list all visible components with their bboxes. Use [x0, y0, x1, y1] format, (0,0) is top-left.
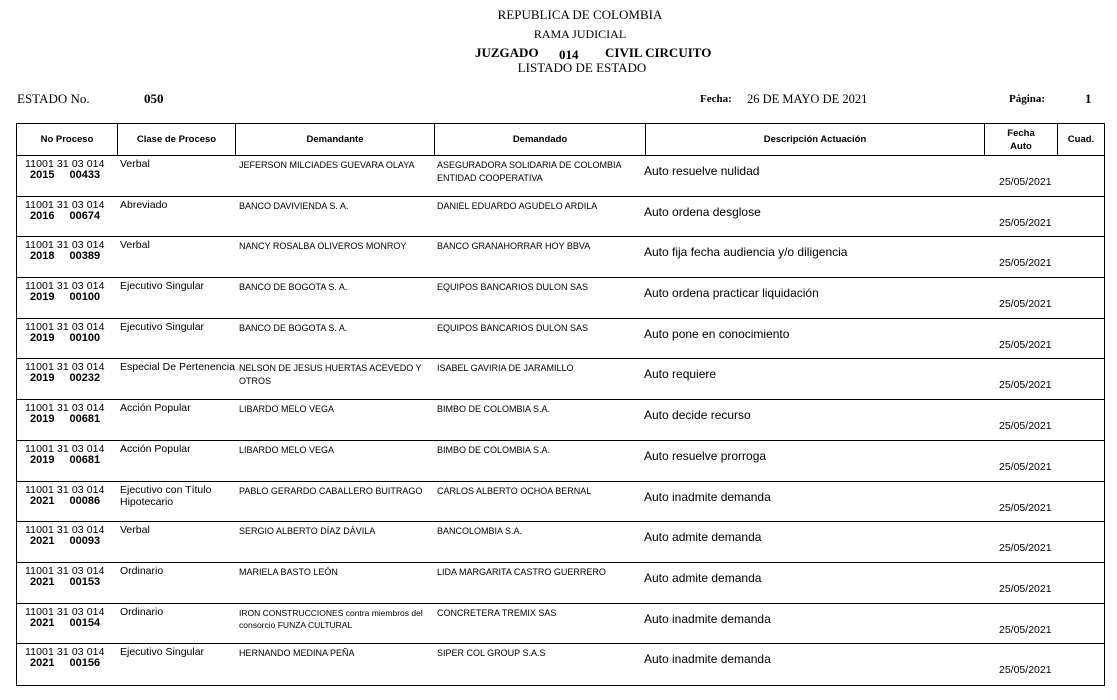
descripcion-actuacion: Auto ordena practicar liquidación — [644, 286, 819, 301]
clase-proceso: Ordinario — [120, 605, 164, 618]
descripcion-actuacion: Auto ordena desglose — [644, 204, 761, 219]
radicado-code: 11001 31 03 014 — [25, 320, 105, 333]
table-row — [17, 482, 1104, 523]
fecha-auto: 25/05/2021 — [999, 623, 1052, 636]
fecha-auto: 25/05/2021 — [999, 257, 1052, 270]
radicado-case: 00681 — [69, 453, 101, 466]
demandado: BIMBO DE COLOMBIA S.A. — [437, 444, 551, 455]
demandado: CARLOS ALBERTO OCHOA BERNAL — [437, 485, 592, 496]
demandado: SIPER COL GROUP S.A.S — [437, 648, 546, 659]
col-header-fecha-line1: Fecha — [1007, 127, 1035, 139]
demandante: HERNANDO MEDINA PEÑA — [239, 648, 355, 659]
clase-proceso: Acción Popular — [120, 402, 191, 415]
pagina-label: Página: — [1009, 93, 1046, 105]
clase-proceso: Ejecutivo Singular — [120, 646, 205, 659]
descripcion-actuacion: Auto inadmite demanda — [644, 611, 771, 626]
radicado-year: 2019 — [30, 331, 55, 344]
fecha-label: Fecha: — [700, 93, 732, 105]
pagina-number: 1 — [1085, 91, 1092, 106]
radicado-year: 2021 — [30, 494, 55, 507]
clase-proceso: Ejecutivo Singular — [120, 280, 205, 293]
radicado-case: 00433 — [69, 169, 101, 181]
table-row — [17, 197, 1104, 238]
radicado-code: 11001 31 03 014 — [25, 158, 105, 170]
fecha-auto: 25/05/2021 — [999, 460, 1052, 473]
demandado: ISABEL GAVIRIA DE JARAMILLO — [437, 363, 574, 374]
descripcion-actuacion: Auto admite demanda — [644, 530, 762, 545]
radicado-case: 00086 — [69, 494, 101, 507]
demandado: CONCRETERA TREMIX SAS — [437, 607, 557, 618]
radicado-year-case — [30, 372, 100, 384]
radicado-year: 2015 — [30, 169, 55, 181]
clase-proceso: Especial De Pertenencia — [120, 361, 235, 374]
clase-proceso: Ejecutivo Singular — [120, 320, 205, 333]
demandado: EQUIPOS BANCARIOS DULON SAS — [437, 322, 589, 333]
radicado-case: 00100 — [69, 331, 101, 344]
demandante: BANCO DAVIVIENDA S. A. — [239, 200, 349, 211]
descripcion-actuacion: Auto fija fecha audiencia y/o diligencia — [644, 245, 848, 260]
radicado-year: 2018 — [30, 250, 55, 263]
clase-proceso: Acción Popular — [120, 442, 191, 455]
fecha-auto: 25/05/2021 — [999, 338, 1052, 351]
clase-proceso: Ejecutivo con Título Hipotecario — [120, 483, 212, 508]
radicado-year: 2021 — [30, 657, 55, 670]
descripcion-actuacion: Auto pone en conocimiento — [644, 326, 790, 341]
radicado-code: 11001 31 03 014 — [25, 564, 105, 577]
radicado-year: 2019 — [30, 413, 55, 426]
radicado-year: 2019 — [30, 453, 55, 466]
demandante: LIBARDO MELO VEGA — [239, 404, 335, 415]
table-row — [17, 400, 1104, 441]
radicado-year: 2021 — [30, 616, 55, 629]
radicado-year: 2021 — [30, 535, 55, 548]
radicado-code: 11001 31 03 014 — [25, 198, 105, 211]
demandante: BANCO DE BOGOTA S. A. — [239, 322, 348, 333]
fecha-auto: 25/05/2021 — [999, 379, 1052, 392]
radicado-case: 00389 — [69, 250, 101, 263]
radicado-year-case — [30, 657, 100, 669]
demandado: ASEGURADORA SOLIDARIA DE COLOMBIA ENTIDAD COOPERATIVA — [437, 160, 622, 183]
radicado-code: 11001 31 03 014 — [25, 239, 105, 252]
col-header-demandante: Demandante — [235, 124, 434, 155]
estado-label: ESTADO No. — [17, 91, 90, 106]
demandado: BIMBO DE COLOMBIA S.A. — [437, 404, 551, 415]
radicado-case: 00093 — [69, 535, 101, 548]
fecha-auto: 25/05/2021 — [999, 582, 1052, 595]
table-row — [17, 604, 1104, 645]
radicado-year-case — [30, 454, 100, 466]
radicado-case: 00232 — [69, 372, 101, 385]
fecha-value: 26 DE MAYO DE 2021 — [747, 92, 868, 106]
col-header-cuad: Cuad. — [1057, 124, 1104, 155]
col-header-no-proceso: No Proceso — [40, 134, 94, 145]
demandante: JEFERSON MILCIADES GUEVARA OLAYA — [239, 160, 415, 170]
radicado-case: 00156 — [69, 657, 101, 670]
fecha-auto: 25/05/2021 — [999, 420, 1052, 433]
radicado-code: 11001 31 03 014 — [25, 483, 105, 496]
fecha-auto: 25/05/2021 — [999, 664, 1052, 677]
radicado-year-case — [30, 495, 100, 507]
demandado: LIDA MARGARITA CASTRO GUERRERO — [437, 566, 606, 577]
radicado-code: 11001 31 03 014 — [25, 442, 105, 455]
table-row — [17, 278, 1104, 319]
estado-table — [16, 123, 1105, 686]
estado-number: 050 — [144, 91, 164, 106]
demandante: IRON CONSTRUCCIONES contra miembros del consorcio FUNZA CULTURAL — [239, 607, 423, 631]
demandado: EQUIPOS BANCARIOS DULON SAS — [437, 282, 589, 293]
descripcion-actuacion: Auto decide recurso — [644, 408, 751, 423]
descripcion-actuacion: Auto admite demanda — [644, 570, 762, 585]
table-row — [17, 522, 1104, 563]
demandado: BANCO GRANAHORRAR HOY BBVA — [437, 241, 591, 252]
table-row — [17, 319, 1104, 360]
descripcion-actuacion: Auto inadmite demanda — [644, 652, 771, 667]
radicado-year-case — [30, 250, 100, 262]
radicado-code: 11001 31 03 014 — [25, 361, 105, 374]
fecha-auto: 25/05/2021 — [999, 176, 1052, 188]
col-header-demandado: Demandado — [434, 124, 645, 155]
radicado-case: 00153 — [69, 575, 101, 588]
header-republica: REPUBLICA DE COLOMBIA — [497, 7, 663, 22]
radicado-year-case — [30, 169, 100, 181]
table-row — [17, 563, 1104, 604]
clase-proceso: Verbal — [120, 158, 150, 170]
radicado-year-case — [30, 291, 100, 303]
radicado-code: 11001 31 03 014 — [25, 524, 105, 537]
table-row — [17, 237, 1104, 278]
radicado-year-case — [30, 535, 100, 547]
fecha-auto: 25/05/2021 — [999, 298, 1052, 311]
table-row — [17, 359, 1104, 400]
radicado-case: 00100 — [69, 291, 101, 304]
clase-proceso: Verbal — [120, 239, 150, 252]
radicado-code: 11001 31 03 014 — [25, 646, 105, 659]
header-listado-title: LISTADO DE ESTADO — [517, 60, 647, 75]
radicado-year: 2016 — [30, 209, 55, 222]
radicado-code: 11001 31 03 014 — [25, 605, 105, 618]
table-header — [17, 124, 1104, 156]
demandante: NANCY ROSALBA OLIVEROS MONROY — [239, 241, 407, 252]
clase-proceso: Abreviado — [120, 198, 168, 211]
demandante: SERGIO ALBERTO DÍAZ DÁVILA — [239, 526, 376, 537]
demandado: BANCOLOMBIA S.A. — [437, 526, 523, 537]
radicado-code: 11001 31 03 014 — [25, 402, 105, 415]
radicado-year-case — [30, 332, 100, 344]
col-header-descripcion: Descripción Actuación — [645, 124, 984, 155]
radicado-year-case — [30, 413, 100, 425]
demandado: DANIEL EDUARDO AGUDELO ARDILA — [437, 200, 598, 211]
radicado-code: 11001 31 03 014 — [25, 280, 105, 293]
descripcion-actuacion: Auto inadmite demanda — [644, 489, 771, 504]
demandante: LIBARDO MELO VEGA — [239, 444, 335, 455]
table-row — [17, 441, 1104, 482]
header-juzgado-number: 014 — [559, 47, 579, 62]
col-header-clase: Clase de Proceso — [117, 124, 235, 155]
table-row — [17, 644, 1104, 685]
radicado-year: 2019 — [30, 372, 55, 385]
descripcion-actuacion: Auto requiere — [644, 367, 717, 382]
radicado-year-case — [30, 210, 100, 222]
table-body — [17, 156, 1104, 685]
radicado-case: 00674 — [69, 209, 101, 222]
radicado-year: 2019 — [30, 291, 55, 304]
table-row — [17, 156, 1104, 197]
descripcion-actuacion: Auto resuelve nulidad — [644, 164, 760, 178]
descripcion-actuacion: Auto resuelve prorroga — [644, 448, 767, 463]
header-juzgado-label: JUZGADO — [475, 45, 539, 60]
header-juzgado-type: CIVIL CIRCUITO — [605, 45, 712, 60]
col-header-fecha-line2: Auto — [1010, 140, 1032, 152]
radicado-year-case — [30, 617, 100, 629]
header-rama-judicial: RAMA JUDICIAL — [533, 27, 627, 41]
demandante: PABLO GERARDO CABALLERO BUITRAGO — [239, 485, 423, 496]
col-header-fecha-auto — [984, 124, 1057, 155]
fecha-auto: 25/05/2021 — [999, 216, 1052, 229]
demandante: MARIELA BASTO LEÓN — [239, 566, 338, 577]
fecha-auto: 25/05/2021 — [999, 501, 1052, 514]
demandante: NELSON DE JESUS HUERTAS ACEVEDO Y OTROS — [239, 363, 422, 387]
clase-proceso: Verbal — [120, 524, 150, 537]
clase-proceso: Ordinario — [120, 564, 164, 577]
fecha-auto: 25/05/2021 — [999, 542, 1052, 555]
radicado-year-case — [30, 576, 100, 588]
radicado-case: 00681 — [69, 413, 101, 426]
demandante: BANCO DE BOGOTA S. A. — [239, 282, 348, 293]
radicado-case: 00154 — [69, 616, 101, 629]
radicado-year: 2021 — [30, 575, 55, 588]
